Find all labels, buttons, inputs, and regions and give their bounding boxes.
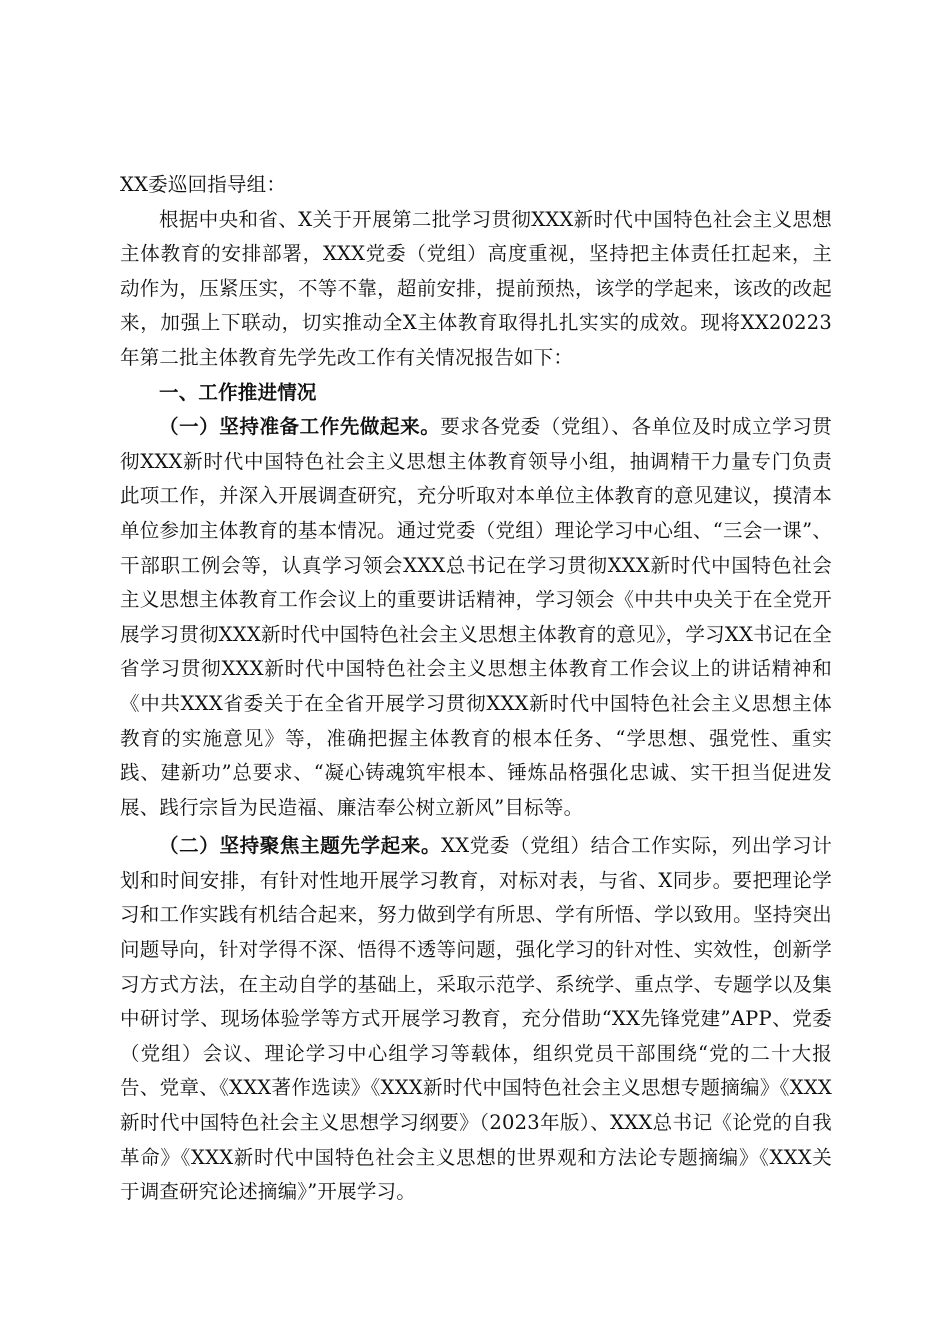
item-one-body: 要求各党委（党组）、各单位及时成立学习贯彻XXX新时代中国特色社会主义思想主体教育领导小组，抽调精干力量专门负责此项工作，并深入开展调查研究，充分听取对本单位主体教育的意见建议，摸清本单位参加主体教育的基本情况。通过党委（党组）理论学习中心组、“三会一课”、干部职工例会等，认真学习领会XXX总书记在学习贯彻XXX新时代中国特色社会主义思想主体教育工作会议上的重要讲话精神，学习领会《中共中央关于在全党开展学习贯彻XXX新时代中国特色社会主义思想主体教育的意见》，学习XX书记在全省学习贯彻XXX新时代中国特色社会主义思想主体教育工作会议上的讲话精神和《中共XXX省委关于在全省开展学习贯彻XXX新时代中国特色社会主义思想主体教育的实施意见》等，准确把握主体教育的根本任务、“学思想、强党性、重实践、建新功”总要求、“凝心铸魂筑牢根本、锤炼品格强化忠诚、实干担当促进发展、践行宗旨为民造福、廉洁奉公树立新风”目标等。 <box>120 415 832 819</box>
intro-paragraph: 根据中央和省、X关于开展第二批学习贯彻XXX新时代中国特色社会主义思想主体教育的安排部署，XXX党委（党组）高度重视，坚持把主体责任扛起来，主动作为，压紧压实，不等不靠，超前安排，提前预热，该学的学起来，该改的改起来，加强上下联动，切实推动全X主体教育取得扎扎实实的成效。现将XX20223年第二批主体教育先学先改工作有关情况报告如下： <box>120 207 832 369</box>
item-one-lead: （一）坚持准备工作先做起来。 <box>159 415 441 439</box>
document-page <box>120 168 832 1210</box>
item-two-paragraph <box>120 829 832 1210</box>
item-two-body: XX党委（党组）结合工作实际，列出学习计划和时间安排，有针对性地开展学习教育，对标对表，与省、X同步。要把理论学习和工作实践有机结合起来，努力做到学有所思、学有所悟、学以致用。坚持突出问题导向，针对学得不深、悟得不透等问题，强化学习的针对性、实效性，创新学习方式方法，在主动自学的基础上，采取示范学、系统学、重点学、专题学以及集中研讨学、现场体验学等方式开展学习教育，充分借助“XX先锋党建”APP、党委（党组）会议、理论学习中心组学习等载体，组织党员干部围绕“党的二十大报告、党章、《XXX著作选读》《XXX新时代中国特色社会主义思想专题摘编》《XXX新时代中国特色社会主义思想学习纲要》（2023年版）、XXX总书记《论党的自我革命》《XXX新时代中国特色社会主义思想的世界观和方法论专题摘编》《XXX关于调查研究论述摘编》”开展学习。 <box>120 834 833 1204</box>
section-heading: 一、工作推进情况 <box>159 380 317 404</box>
salutation: XX委巡回指导组： <box>120 173 287 196</box>
item-two-lead: （二）坚持聚焦主题先学起来。 <box>159 834 442 858</box>
item-one-paragraph <box>120 410 832 825</box>
